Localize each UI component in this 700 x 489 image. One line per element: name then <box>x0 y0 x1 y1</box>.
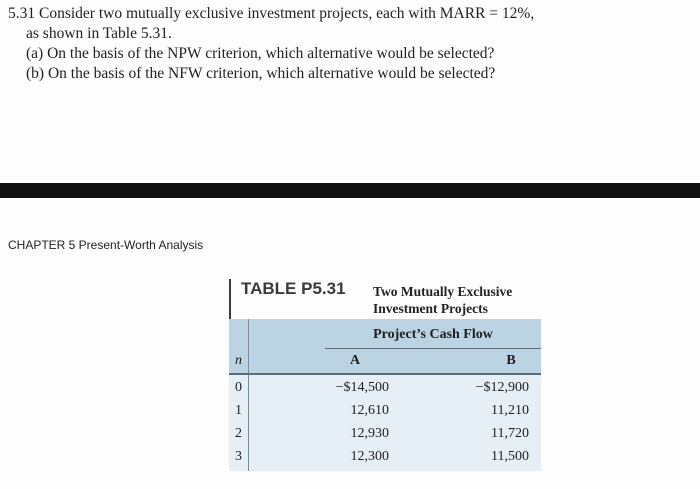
header-rule <box>229 373 541 375</box>
row-3-b: 11,500 <box>491 449 529 464</box>
problem-part-b: (b) On the basis of the NFW criterion, which alternative would be selected? <box>26 65 496 82</box>
row-2-a: 12,930 <box>350 426 389 441</box>
table-p5-31 <box>229 279 541 471</box>
problem-line-2: as shown in Table 5.31. <box>26 25 172 42</box>
row-1-a: 12,610 <box>350 403 389 418</box>
chapter-header: CHAPTER 5 Present-Worth Analysis <box>8 238 204 252</box>
project-b-header: B <box>506 353 516 368</box>
n-column-separator <box>248 319 249 471</box>
problem-line-1: 5.31 Consider two mutually exclusive investment projects, each with MARR = 12%, <box>8 5 535 22</box>
row-0-n: 0 <box>235 380 242 395</box>
row-0-b: −$12,900 <box>475 380 529 395</box>
cash-flow-header: Project’s Cash Flow <box>373 327 493 342</box>
project-a-header: A <box>349 353 361 368</box>
table-caption <box>373 283 512 317</box>
table-title <box>229 279 541 319</box>
table-caption-line-1: Two Mutually Exclusive <box>373 284 513 299</box>
table-caption-line-2: Investment Projects <box>373 301 488 316</box>
problem-statement <box>8 4 688 84</box>
row-2-n: 2 <box>235 426 242 441</box>
row-0-a: −$14,500 <box>335 380 389 395</box>
row-3-a: 12,300 <box>350 449 389 464</box>
row-3-n: 3 <box>235 449 242 464</box>
row-2-b: 11,720 <box>491 426 529 441</box>
problem-part-a: (a) On the basis of the NPW criterion, which alternative would be selected? <box>26 45 495 62</box>
n-header: n <box>235 353 242 368</box>
row-1-b: 11,210 <box>491 403 529 418</box>
cash-flow-rule <box>325 348 541 349</box>
page-divider <box>0 183 700 198</box>
table-grid <box>229 319 541 471</box>
row-1-n: 1 <box>235 403 242 418</box>
table-label: TABLE P5.31 <box>241 279 346 298</box>
